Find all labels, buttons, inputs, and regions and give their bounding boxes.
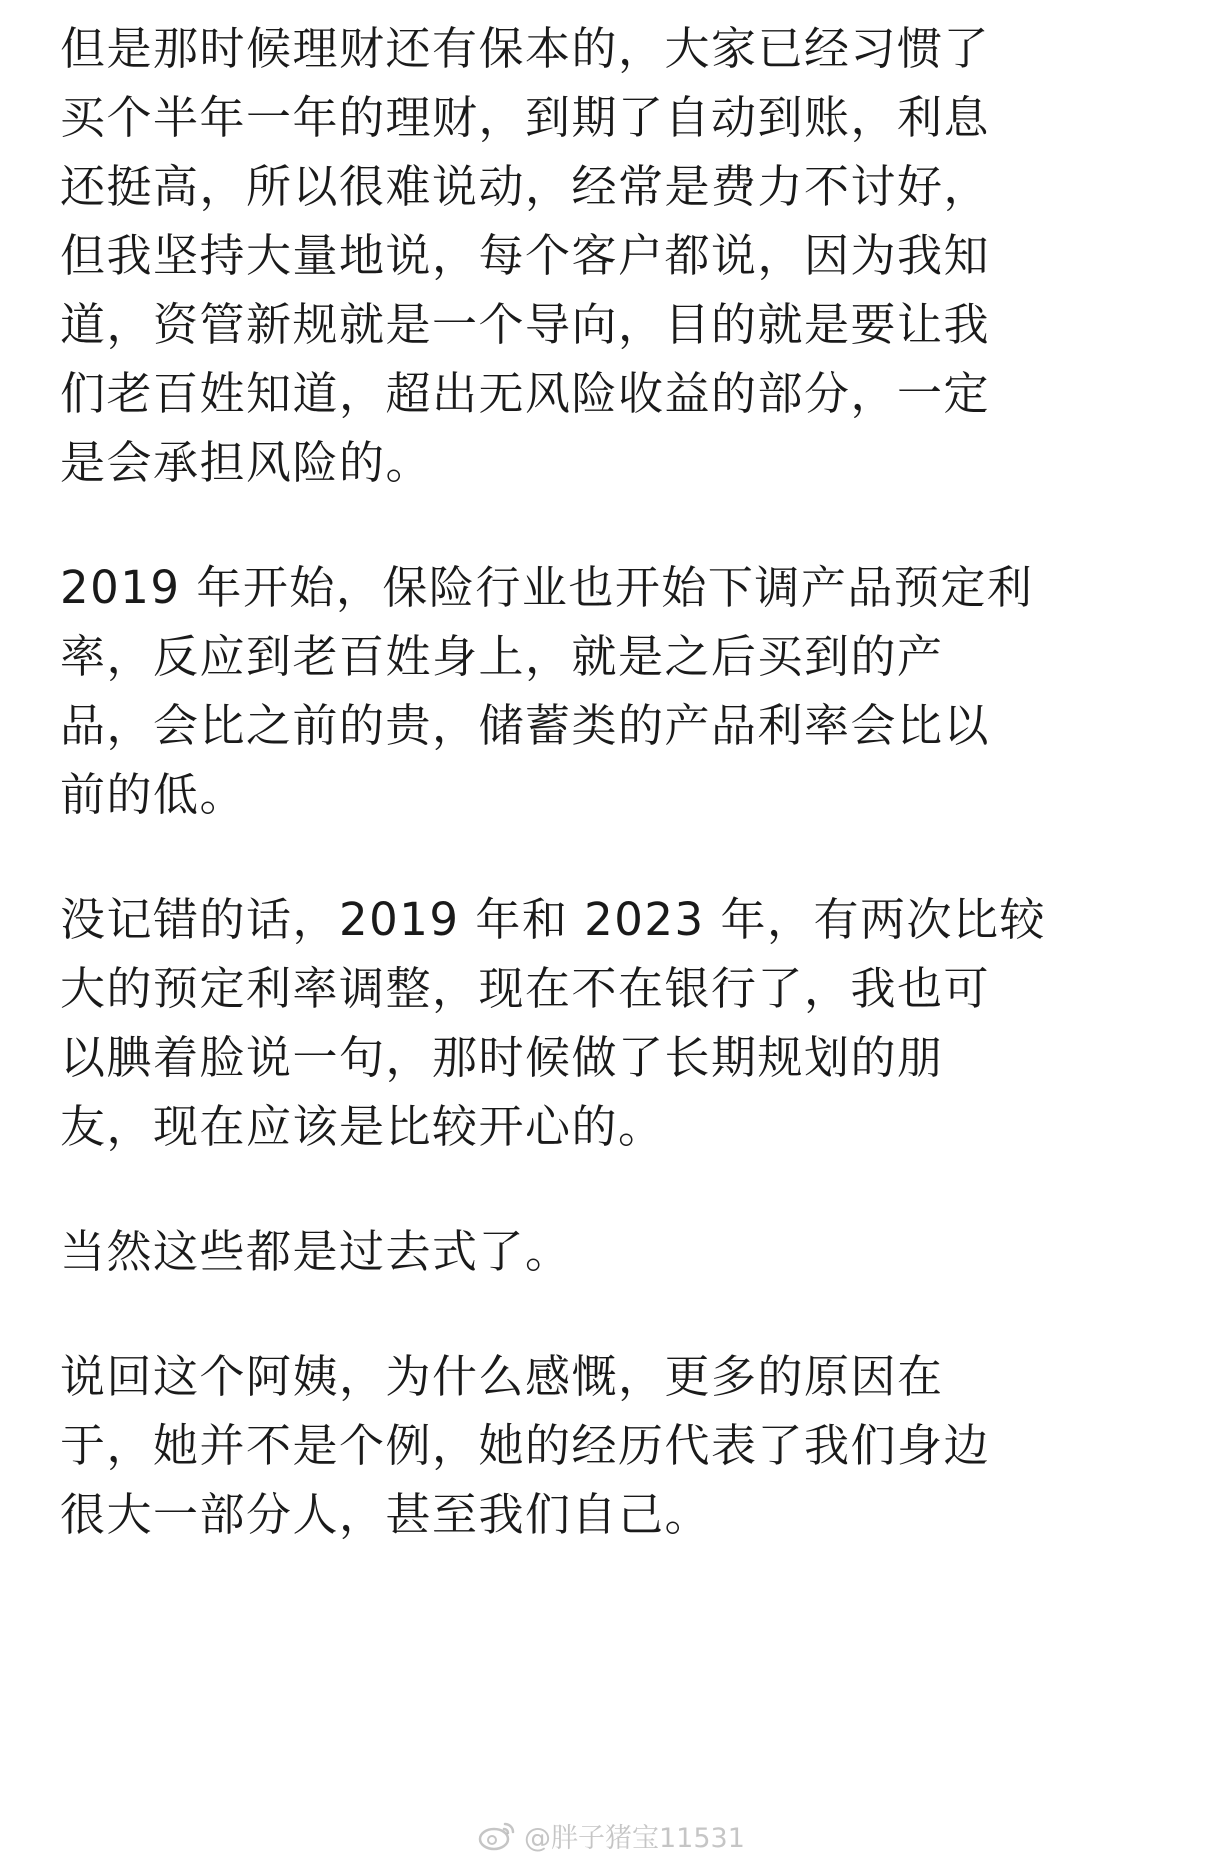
text-line: 2019 年开始，保险行业也开始下调产品预定利 <box>60 561 1034 614</box>
paragraph-1 <box>60 14 1146 497</box>
text-line: 但我坚持大量地说，每个客户都说，因为我知 <box>60 229 991 282</box>
text-line: 还挺高，所以很难说动，经常是费力不讨好， <box>60 160 991 213</box>
text-line: 但是那时候理财还有保本的，大家已经习惯了 <box>60 22 991 75</box>
text-line: 说回这个阿姨，为什么感慨，更多的原因在 <box>60 1350 944 1403</box>
text-line: 当然这些都是过去式了。 <box>60 1225 572 1278</box>
text-line: 以腆着脸说一句，那时候做了长期规划的朋 <box>60 1031 944 1084</box>
paragraph-3 <box>60 885 1146 1161</box>
paragraph-2 <box>60 553 1146 829</box>
text-line: 们老百姓知道，超出无风险收益的部分，一定 <box>60 367 991 420</box>
text-line: 买个半年一年的理财，到期了自动到账，利息 <box>60 91 991 144</box>
text-line: 没记错的话，2019 年和 2023 年，有两次比较 <box>60 893 1046 946</box>
text-line: 前的低。 <box>60 768 247 821</box>
paragraph-4 <box>60 1217 1146 1286</box>
text-line: 品，会比之前的贵，储蓄类的产品利率会比以 <box>60 699 991 752</box>
text-line: 道，资管新规就是一个导向，目的就是要让我 <box>60 298 991 351</box>
text-line: 于，她并不是个例，她的经历代表了我们身边 <box>60 1419 991 1472</box>
text-line: 是会承担风险的。 <box>60 436 433 489</box>
text-line: 大的预定利率调整，现在不在银行了，我也可 <box>60 962 991 1015</box>
paragraph-5 <box>60 1342 1146 1549</box>
text-line: 率，反应到老百姓身上，就是之后买到的产 <box>60 630 944 683</box>
watermark <box>478 1815 745 1855</box>
article-body <box>60 14 1146 1605</box>
text-line: 很大一部分人，甚至我们自己。 <box>60 1488 712 1541</box>
weibo-logo-icon <box>478 1819 516 1851</box>
watermark-text: @胖子猪宝11531 <box>524 1822 745 1854</box>
text-line: 友，现在应该是比较开心的。 <box>60 1100 665 1153</box>
